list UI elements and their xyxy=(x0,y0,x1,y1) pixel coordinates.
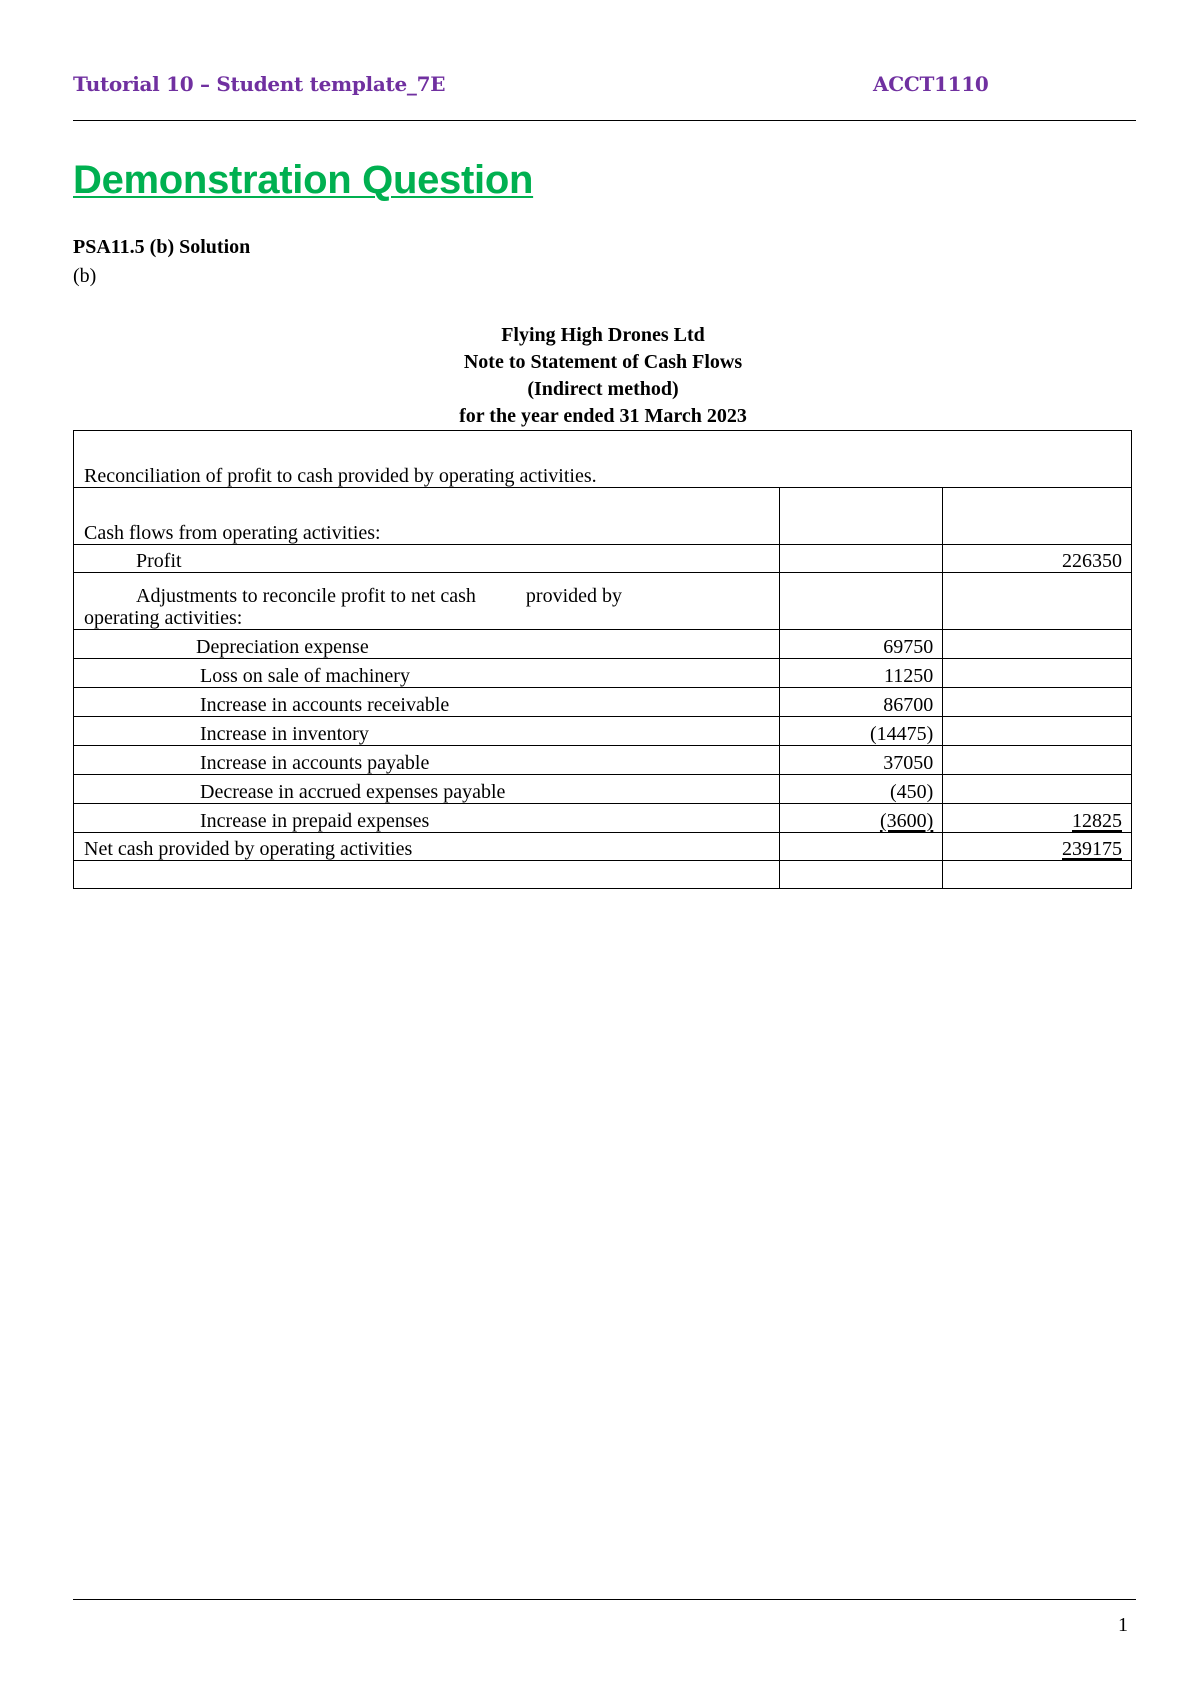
question-subheading: PSA11.5 (b) Solution xyxy=(73,236,251,258)
part-label: (b) xyxy=(73,265,97,287)
section-label: Cash flows from operating activities: xyxy=(74,488,780,545)
profit-label: Profit xyxy=(74,545,780,573)
table-row xyxy=(74,688,1132,717)
item-label: Increase in accounts receivable xyxy=(74,688,780,717)
profit-row xyxy=(74,545,1132,573)
header-rule xyxy=(73,120,1136,121)
item-label: Increase in accounts payable xyxy=(74,746,780,775)
item-label: Depreciation expense xyxy=(74,630,780,659)
item-value: (450) xyxy=(779,775,943,804)
statement-name: Note to Statement of Cash Flows xyxy=(463,351,743,373)
page-number: 1 xyxy=(1118,1614,1128,1636)
table-row xyxy=(74,717,1132,746)
statement-period: for the year ended 31 March 2023 xyxy=(459,405,747,427)
footer-rule xyxy=(73,1599,1136,1600)
table-row xyxy=(74,775,1132,804)
table-row xyxy=(74,659,1132,688)
page-title: Demonstration Question xyxy=(73,158,534,202)
adjustments-label xyxy=(74,573,780,630)
item-value: 69750 xyxy=(779,630,943,659)
item-value: 11250 xyxy=(779,659,943,688)
profit-value: 226350 xyxy=(943,545,1132,573)
adjustments-total: 12825 xyxy=(1072,810,1122,832)
item-value: (14475) xyxy=(779,717,943,746)
net-cash-row xyxy=(74,833,1132,861)
item-label: Decrease in accrued expenses payable xyxy=(74,775,780,804)
table-row xyxy=(74,804,1132,833)
cash-flow-reconciliation-table xyxy=(73,430,1132,889)
item-value: 86700 xyxy=(779,688,943,717)
item-value: (3600) xyxy=(879,810,934,832)
item-label: Increase in inventory xyxy=(74,717,780,746)
adjustments-line-1: Adjustments to reconcile profit to net cash provided by xyxy=(136,585,623,607)
section-row xyxy=(74,488,1132,545)
table-row xyxy=(74,630,1132,659)
statement-company: Flying High Drones Ltd xyxy=(501,324,705,346)
table-heading-row xyxy=(74,431,1132,488)
page-header xyxy=(73,72,1136,102)
header-course-tutorial: Tutorial 10 – Student template_7E xyxy=(73,72,446,96)
net-cash-value: 239175 xyxy=(1062,838,1122,860)
header-course-code: ACCT1110 xyxy=(873,72,989,96)
adjustments-line-2: operating activities: xyxy=(84,607,243,629)
item-label: Increase in prepaid expenses xyxy=(74,804,780,833)
empty-row xyxy=(74,861,1132,889)
net-cash-label: Net cash provided by operating activities xyxy=(74,833,780,861)
item-value: 37050 xyxy=(779,746,943,775)
statement-method: (Indirect method) xyxy=(527,378,679,400)
table-row xyxy=(74,746,1132,775)
item-label: Loss on sale of machinery xyxy=(74,659,780,688)
table-heading: Reconciliation of profit to cash provided by operating activities. xyxy=(74,431,1132,488)
adjustments-row xyxy=(74,573,1132,630)
